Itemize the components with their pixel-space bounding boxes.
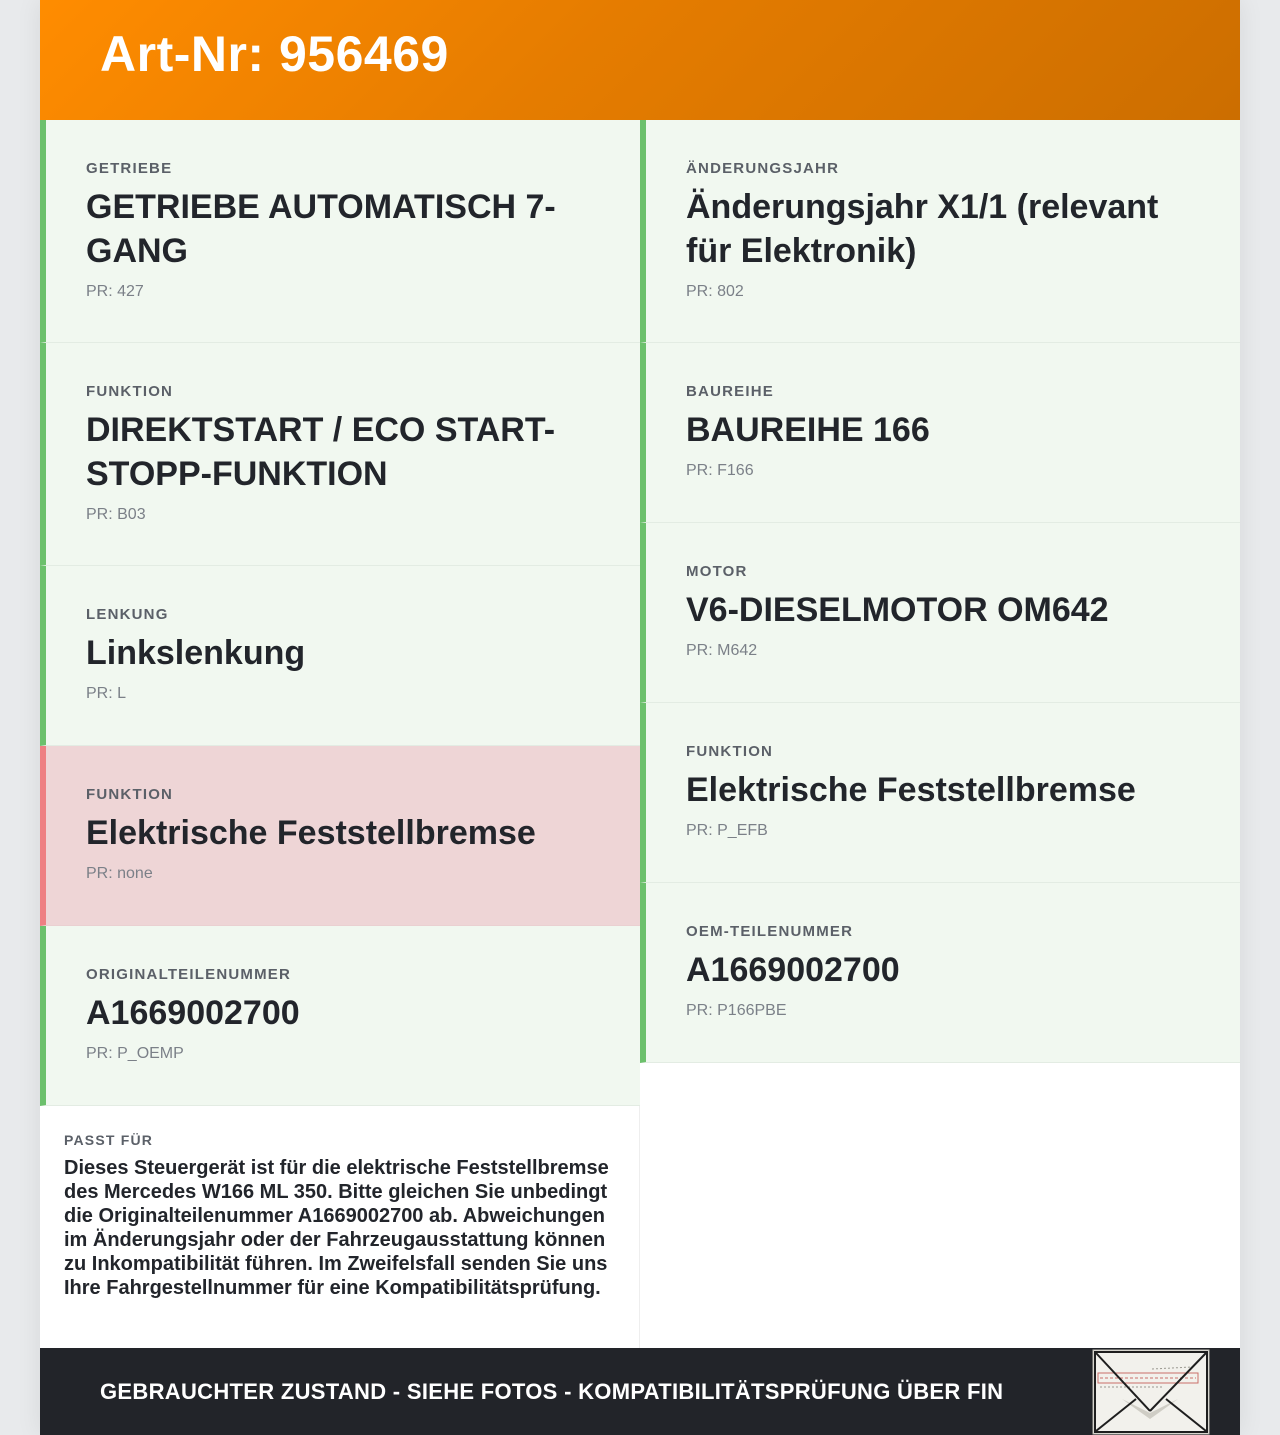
spec-card-motor [640,523,1240,703]
header [40,0,1240,120]
spec-column-right [640,120,1240,1063]
footer-bar [40,1348,1240,1435]
spec-value: A1669002700 [686,951,900,989]
spec-column-left [40,120,640,1348]
spec-pr-code: PR: M642 [686,642,758,659]
spec-label: LENKUNG [86,606,169,623]
spec-value: A1669002700 [86,994,300,1032]
fits-label: PASST FÜR [64,1132,154,1148]
spec-pr-code: PR: P_OEMP [86,1045,184,1062]
spec-label: FUNKTION [686,743,774,760]
spec-pr-code: PR: 802 [686,283,744,300]
spec-label: FUNKTION [86,786,174,803]
spec-label: FUNKTION [86,383,174,400]
spec-pr-code: PR: P166PBE [686,1002,787,1019]
spec-card-aenderungsjahr [640,120,1240,343]
spec-pr-code: PR: P_EFB [686,822,768,839]
fits-section [40,1106,640,1348]
spec-value: V6-DIESELMOTOR OM642 [686,591,1109,629]
spec-label: GETRIEBE [86,160,173,177]
spec-pr-code: PR: L [86,685,127,702]
article-number-title: Art-Nr: 956469 [100,26,449,82]
spec-label: ÄNDERUNGSJAHR [686,160,840,177]
spec-card-originalteilenummer [40,926,640,1106]
spec-value: Elektrische Feststellbremse [686,771,1136,809]
spec-pr-code: PR: 427 [86,283,144,300]
spec-value: Änderungsjahr X1/1 (relevant für Elektronik) [686,188,1159,270]
spec-value: DIREKTSTART / ECO START-STOPP-FUNKTION [86,411,556,493]
spec-value: GETRIEBE AUTOMATISCH 7-GANG [86,188,556,270]
spec-label: OEM-TEILENUMMER [686,923,854,940]
spec-card-lenkung [40,566,640,746]
spec-label: MOTOR [686,563,748,580]
spec-pr-code: PR: none [86,865,153,882]
spec-card-baureihe [640,343,1240,523]
spec-pr-code: PR: B03 [86,506,146,523]
spec-card-funktion-start-stopp [40,343,640,566]
spec-grid [40,120,1240,1348]
spec-value: Elektrische Feststellbremse [86,814,536,852]
spec-card-funktion-feststellbremse [640,703,1240,883]
spec-card-funktion-feststellbremse-mismatch [40,746,640,926]
footer-condition-text: GEBRAUCHTER ZUSTAND - SIEHE FOTOS - KOMPATIBILITÄTSPRÜFUNG ÜBER FIN [100,1378,1004,1404]
spec-value: BAUREIHE 166 [686,411,930,449]
spec-label: BAUREIHE [686,383,774,400]
spec-value: Linkslenkung [86,634,306,672]
spec-card-getriebe [40,120,640,343]
product-sheet [40,0,1240,1435]
fits-description: Dieses Steuergerät ist für die elektrische Feststellbremse des Mercedes W166 ML 350. Bitte gleichen Sie unbedingt die Originalteilenummer A1669002700 ab. Abweichungen im Änderungsjahr oder der Fahrzeugausstattung können zu Inkompatibilität führen. Im Zweifelsfall senden Sie uns Ihre Fahrgestellnummer für eine Kompatibilitätsprüfung. [64,1157,609,1299]
spec-pr-code: PR: F166 [686,462,754,479]
spec-card-oem-teilenummer [640,883,1240,1063]
spec-label: ORIGINALTEILENUMMER [86,966,292,983]
part-label-envelope-icon [1092,1349,1210,1435]
